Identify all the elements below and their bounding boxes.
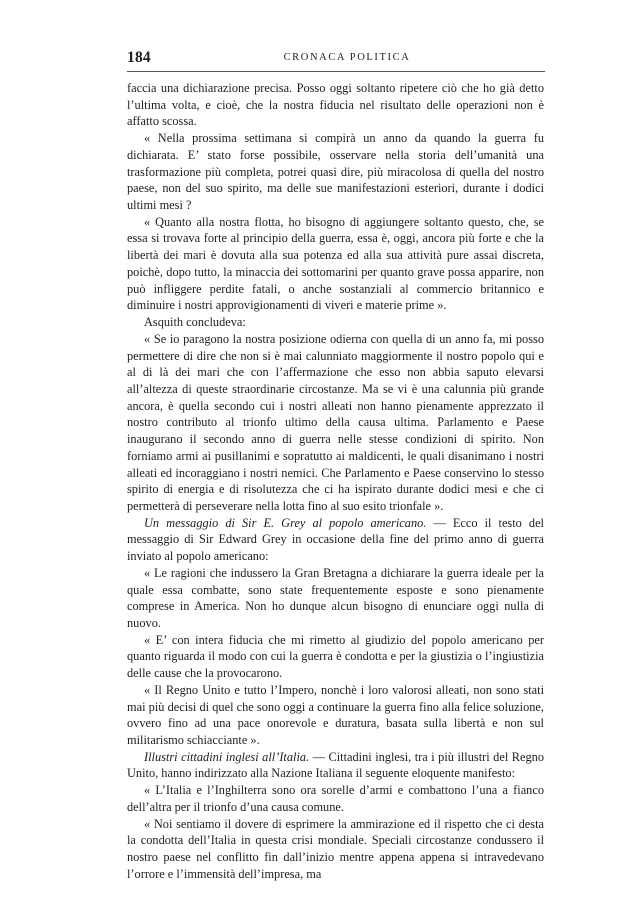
paragraph: Illustri cittadini inglesi all’Italia. — Cittadini inglesi, tra i più illustri del Regno Unito, hanno indirizzato alla Nazione Italiana il seguente eloquente manifesto: bbox=[127, 749, 544, 781]
paragraph: « Noi sentiamo il dovere di esprimere la ammirazione ed il rispetto che ci desta la condotta dell’Italia in questa crisi mondiale. Speciali circostanze condussero il nostro paese nel conflitto fin dall’inizio mentre appena appena si intravedevano l’orrore e l’immensità dell’impresa, ma bbox=[127, 816, 544, 881]
section-heading: Un messaggio di Sir E. Grey al popolo americano. bbox=[144, 515, 427, 530]
paragraph: « L’Italia e l’Inghilterra sono ora sorelle d’armi e combattono l’una a fianco dell’altra per il trionfo d’una causa comune. bbox=[127, 783, 544, 814]
paragraph: « E’ con intera fiducia che mi rimetto al giudizio del popolo americano per quanto riguarda il modo con cui la guerra è condotta e per la giustizia o l’ingiustizia delle cause che la provocarono. bbox=[127, 632, 544, 681]
paragraph: « Il Regno Unito e tutto l’Impero, nonchè i loro valorosi alleati, non sono stati mai più decisi di quel che sono oggi a continuare la guerra fino alla felice soluzione, ovvero fino ad una pace onorevole e duratura, basata sulla libertà e non sul militarismo schiacciante ». bbox=[127, 682, 544, 748]
page-body bbox=[127, 80, 544, 883]
section-heading: Illustri cittadini inglesi all’Italia. bbox=[144, 749, 310, 764]
page-header bbox=[127, 49, 545, 69]
paragraph: « Le ragioni che indussero la Gran Bretagna a dichiarare la guerra ideale per la quale essa combatte, sono state frequentemente esposte e sono pienamente comprese in America. Non ho dunque alcun bisogno di enunciare oggi nulla di nuovo. bbox=[127, 565, 544, 630]
header-rule bbox=[127, 71, 545, 72]
page-number: 184 bbox=[127, 49, 151, 66]
running-title: CRONACA POLITICA bbox=[283, 52, 411, 63]
paragraph: Un messaggio di Sir E. Grey al popolo americano. — Ecco il testo del messaggio di Sir Edward Grey in occasione della fine del primo anno di guerra inviato al popolo americano: bbox=[127, 515, 544, 564]
paragraph: faccia una dichiarazione precisa. Posso oggi soltanto ripetere ciò che ho già detto l’ultima volta, e cioè, che la nostra fiducia nel risultato delle operazioni non è affatto scossa. bbox=[127, 81, 544, 129]
paragraph: « Nella prossima settimana si compirà un anno da quando la guerra fu dichiarata. E’ stato forse possibile, osservare nella storia dell’umanità una trasformazione più completa, potrei quasi dire, più miracolosa di quella del nostro paese, non del suo spirito, ma delle sue manifestazioni esteriori, durante i dodici ultimi mesi ? bbox=[127, 131, 544, 213]
paragraph: « Quanto alla nostra flotta, ho bisogno di aggiungere soltanto questo, che, se essa si trovava forte al principio della guerra, essa è, oggi, ancora più forte e che la libertà dei mari è dovuta alla sua potenza ed alla sua attività pure assai discreta, poichè, dopo tutto, la minaccia dei sottomarini per quanto grave possa apparire, non può infliggere perdite fatali, o anche sostanziali al commercio britannico e diminuire i nostri approvigionamenti di viveri e materie prime ». bbox=[127, 214, 544, 313]
paragraph: « Se io paragono la nostra posizione odierna con quella di un anno fa, mi posso permettere di dire che non si è mai calunniato maggiormente il nostro popolo qui e al di là dei mari che con l’affermazione che esso non abbia saputo elevarsi all’altezza di queste straordinarie circostanze. Ma se vi è una calunnia più grande ancora, è quella secondo cui i nostri alleati non hanno pienamente apprezzato il nostro contributo al trionfo ultimo della causa ultima. Parlamento e Paese inaugurano il secondo anno di guerra nelle stesse condizioni di spirito. Non forniamo armi ai pusillanimi e sopratutto ai maldicenti, le quali disanimano i nostri alleati ed incoraggiano i nostri nemici. Che Parlamento e Paese conservino lo stesso spirito di energia e di risolutezza che ci ha ispirato durante dodici mesi e che ci permetterà di perseverare nella lotta fino al suo esito trionfale ». bbox=[127, 331, 544, 513]
paragraph: Asquith concludeva: bbox=[144, 315, 246, 330]
